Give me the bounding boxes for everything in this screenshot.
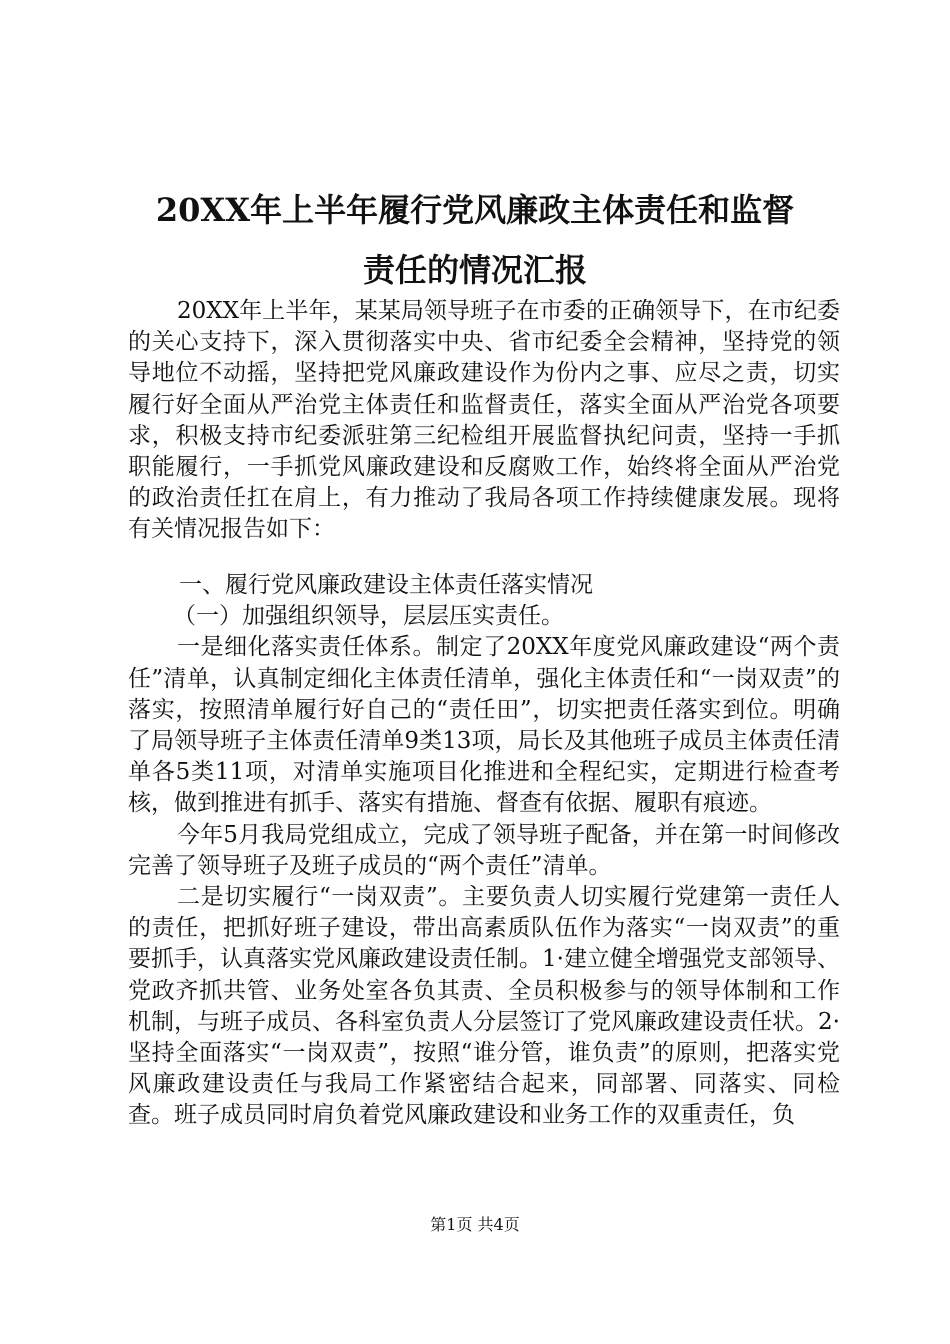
body-paragraph-1: 一是细化落实责任体系。制定了20XX年度党风廉政建设“两个责任”清单，认真制定细化主体责任清单，强化主体责任和“一岗双责”的落实，按照清单履行好自己的“责任田”，切实把责任落实到位。明确了局领导班子主体责任清单9类13项，局长及其他班子成员主体责任清单各5类11项，对清单实施项目化推进和全程纪实，定期进行检查考核，做到推进有抓手、落实有措施、督查有依据、履职有痕迹。 [128, 634, 840, 817]
body-paragraph-3: 二是切实履行“一岗双责”。主要负责人切实履行党建第一责任人的责任，把抓好班子建设，带出高素质队伍作为落实“一岗双责”的重要抓手，认真落实党风廉政建设责任制。1·建立健全增强党支部领导、党政齐抓共管、业务处室各负其责、全员积极参与的领导体制和工作机制，与班子成员、各科室负责人分层签订了党风廉政建设责任状。2·坚持全面落实“一岗双责”，按照“谁分管，谁负责”的原则，把落实党风廉政建设责任与我局工作紧密结合起来，同部署、同落实、同检查。班子成员同时肩负着党风廉政建设和业务工作的双重责任，负 [128, 884, 840, 1129]
intro-paragraph: 20XX年上半年，某某局领导班子在市委的正确领导下，在市纪委的关心支持下，深入贯彻落实中央、省市纪委全会精神，坚持党的领导地位不动摇，坚持把党风廉政建设作为份内之事、应尽之责，切实履行好全面从严治党主体责任和监督责任，落实全面从严治党各项要求，积极支持市纪委派驻第三纪检组开展监督执纪问责，坚持一手抓职能履行，一手抓党风廉政建设和反腐败工作，始终将全面从严治党的政治责任扛在肩上，有力推动了我局各项工作持续健康发展。现将有关情况报告如下： [128, 298, 840, 543]
section-1 [128, 570, 840, 1132]
document-title-line-1: 20XX年上半年履行党风廉政主体责任和监督 [155, 191, 795, 229]
section-heading: 一、履行党风廉政建设主体责任落实情况 [179, 572, 593, 598]
subsection-heading: （一）加强组织领导，层层压实责任。 [173, 603, 564, 630]
page-footer [0, 1215, 950, 1235]
document-title-line-2: 责任的情况汇报 [362, 251, 587, 289]
body-paragraph-2: 今年5月我局党组成立，完成了领导班子配备，并在第一时间修改完善了领导班子及班子成员的“两个责任”清单。 [128, 821, 840, 879]
intro-block [128, 296, 840, 546]
page-number: 第1页 共4页 [430, 1215, 520, 1234]
